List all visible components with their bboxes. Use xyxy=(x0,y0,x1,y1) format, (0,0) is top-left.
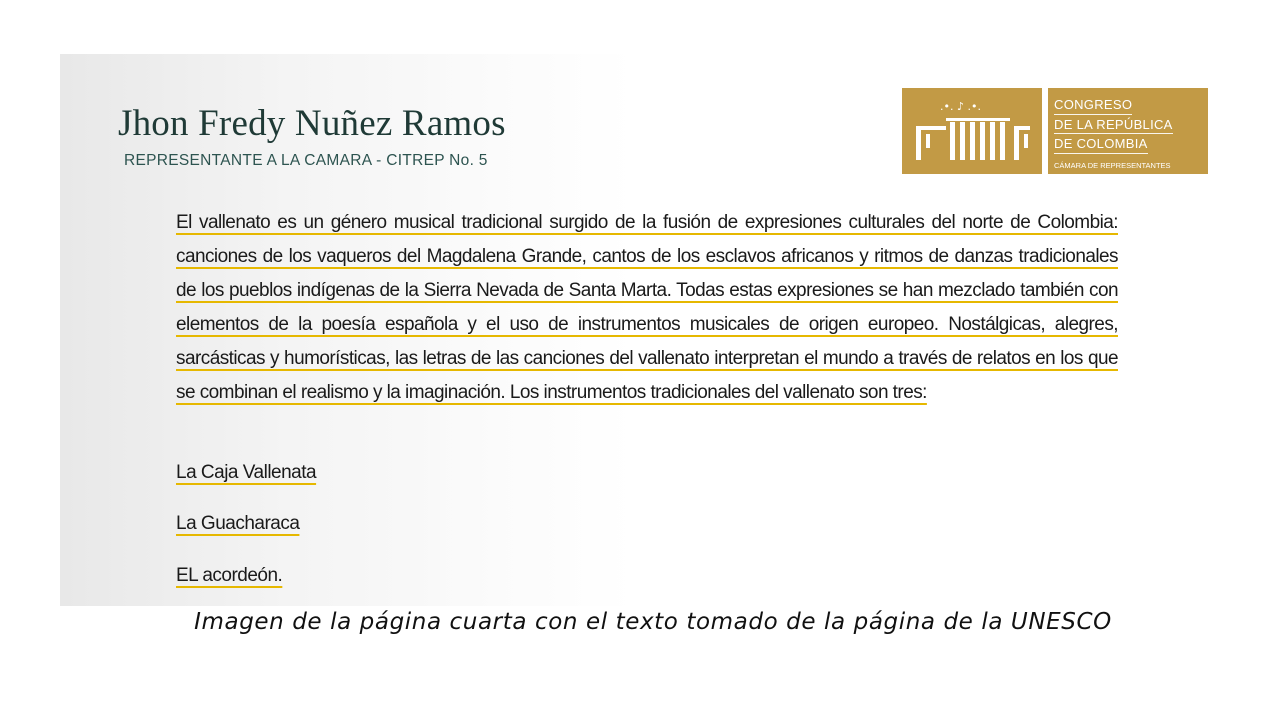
document-page-image xyxy=(60,54,1208,606)
instrument-item xyxy=(176,513,299,535)
paragraph-text: El vallenato es un género musical tradicional surgido de la fusión de expresiones culturales del norte de Colombia: canciones de los vaqueros del Magdalena Grande, cantos de los esclavos africanos y ritmos de danzas tradicionales de los pueblos indígenas de la Sierra Nevada de Santa Marta. Todas estas expresiones se han mezclado también con elementos de la poesía española y el uso de instrumentos musicales de origen europeo. Nostálgicas, alegres, sarcásticas y humorísticas, las letras de las canciones del vallenato interpretan el mundo a través de relatos en los que se combinan el realismo y la imaginación. Los instrumentos tradicionales del vallenato son tres: xyxy=(176,212,1118,403)
congress-logo xyxy=(902,88,1208,174)
capitol-emblem-icon xyxy=(902,88,1042,174)
logo-line-1: CONGRESO xyxy=(1054,98,1132,115)
instrument-label: La Caja Vallenata xyxy=(176,462,317,483)
logo-text xyxy=(1048,88,1208,174)
author-role: REPRESENTANTE A LA CAMARA - CITREP No. 5 xyxy=(124,152,488,169)
author-name: Jhon Fredy Nuñez Ramos xyxy=(118,103,506,144)
instrument-item xyxy=(176,462,316,484)
logo-line-3: DE COLOMBIA xyxy=(1054,137,1148,154)
instrument-item xyxy=(176,565,282,587)
logo-subline: CÁMARA DE REPRESENTANTES xyxy=(1054,160,1171,170)
instrument-label: La Guacharaca xyxy=(176,513,300,534)
instrument-label: EL acordeón. xyxy=(176,565,283,586)
image-caption: Imagen de la página cuarta con el texto tomado de la página de la UNESCO xyxy=(194,609,1112,635)
logo-line-2: DE LA REPÚBLICA xyxy=(1054,118,1173,135)
vallenato-paragraph xyxy=(176,206,1118,410)
svg-text:.•. ♪ .•.: .•. ♪ .•. xyxy=(940,100,981,113)
